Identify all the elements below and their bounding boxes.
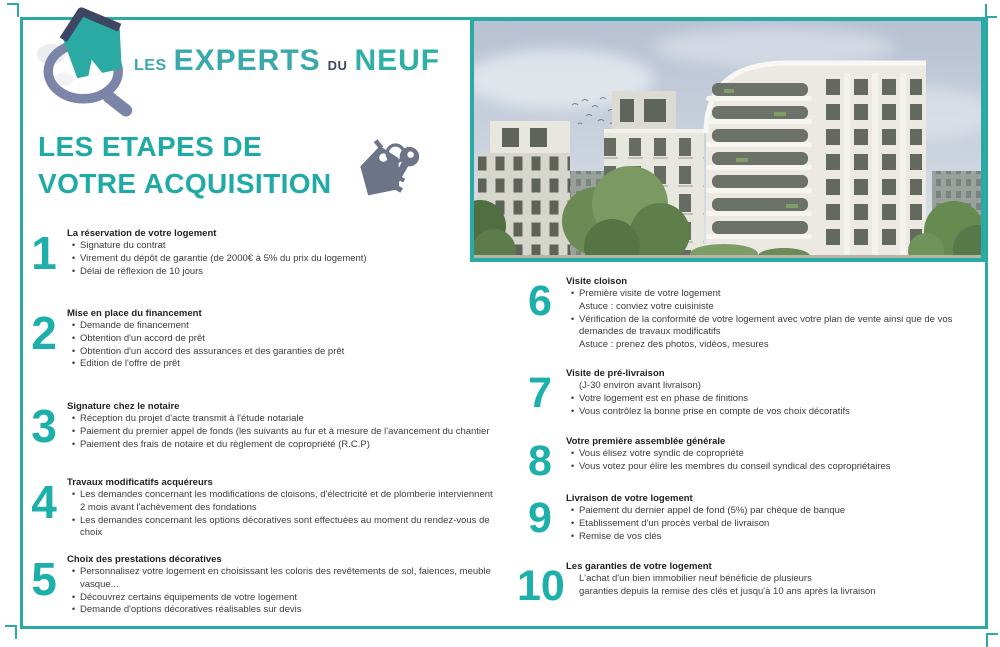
step-8-item-1: Vous élisez votre syndic de copropriété: [579, 448, 744, 459]
note-line: [566, 339, 983, 352]
bullet-item: [67, 426, 498, 439]
corner-mark-bottom-right: [986, 633, 998, 647]
bullet-dot: •: [570, 505, 575, 516]
bullet-item: [67, 515, 498, 541]
step-4: [24, 476, 498, 540]
step-2: [24, 307, 498, 371]
bullet-item: [566, 288, 983, 301]
bullet-dot: •: [71, 425, 76, 437]
bullet-item: [566, 393, 983, 406]
corner-mark-top-left: [7, 3, 19, 17]
bullet-item: [566, 531, 983, 544]
step-10-item-1: L'achat d'un bien immobilier neuf bénéficie de plusieurs: [579, 573, 812, 584]
step-7-number: 7: [528, 369, 552, 417]
step-5-item-2: Découvrez certains équipements de votre logement: [80, 591, 298, 603]
bullet-dot: •: [71, 566, 76, 577]
bullet-item: [67, 566, 498, 592]
bullet-item: [67, 333, 498, 346]
step-10-heading: Les garanties de votre logement: [566, 561, 712, 572]
bullet-dot: •: [570, 448, 575, 459]
bullet-item: [67, 439, 498, 452]
indent-spacer: [566, 301, 579, 314]
indent-spacer: [566, 573, 579, 586]
bullet-dot: •: [570, 460, 575, 472]
bullet-item: [67, 253, 498, 266]
step-4-number: 4: [31, 476, 57, 528]
step-1-number: 1: [31, 227, 57, 279]
bullet-dot: •: [71, 413, 76, 424]
step-9-number: 9: [528, 494, 552, 542]
logo-word-experts: EXPERTS: [173, 44, 321, 77]
step-6-item-3: Vérification de la conformité de votre logement avec votre plan de vente ainsi que de vos demandes de travaux modificatifs: [579, 313, 953, 338]
step-3-number: 3: [31, 400, 57, 452]
logo-word-neuf: NEUF: [354, 44, 441, 77]
bullet-item: [67, 358, 498, 371]
building-photo-illustration: [474, 21, 981, 258]
bullet-dot: •: [71, 345, 76, 357]
bullet-item: [67, 592, 498, 605]
bullet-dot: •: [71, 591, 76, 603]
step-2-number: 2: [31, 307, 57, 359]
step-6: [517, 275, 983, 352]
note-line: [566, 301, 983, 314]
house-keychain-keys-icon: [350, 133, 428, 209]
step-9-item-1: Paiement du dernier appel de fond (5%) par chèque de banque: [579, 505, 846, 516]
bullet-item: [67, 489, 498, 515]
step-5: [24, 553, 498, 617]
bullet-dot: •: [71, 489, 76, 500]
page-title-line1: LES ETAPES DE: [38, 131, 263, 162]
step-8-item-2: Vous votez pour élire les membres du conseil syndical des copropriétaires: [579, 460, 891, 472]
indent-spacer: [566, 586, 579, 599]
page-title-line2: VOTRE ACQUISITION: [38, 168, 332, 199]
bullet-dot: •: [71, 265, 76, 277]
step-4-heading: Travaux modificatifs acquéreurs: [67, 477, 213, 488]
step-6-item-1: Première visite de votre logement: [579, 288, 721, 299]
page-title: [38, 128, 332, 202]
bullet-item: [566, 314, 983, 340]
brand-logo: [134, 44, 440, 78]
corner-mark-top-right: [985, 4, 997, 18]
step-5-item-1: Personnalisez votre logement en choisissant les coloris des revêtements de sol, faiences, meuble vasque...: [80, 566, 491, 590]
step-4-item-2: Les demandes concernant les options décoratives sont effectuées au moment du rendez-vous de choix: [80, 514, 490, 539]
step-2-item-1: Demande de financement: [80, 320, 189, 331]
bullet-item: [67, 346, 498, 359]
step-7-item-3: Vous contrôlez la bonne prise en compte de vos choix décoratifs: [579, 405, 850, 417]
step-5-item-3: Demande d'options décoratives réalisables sur devis: [80, 604, 302, 616]
indent-spacer: [566, 339, 579, 352]
bullet-dot: •: [71, 514, 76, 526]
bullet-dot: •: [570, 517, 575, 529]
step-9: [517, 492, 983, 543]
step-2-item-3: Obtention d'un accord des assurances et des garanties de prêt: [80, 345, 345, 357]
step-1: [24, 227, 498, 278]
step-9-item-2: Etablissement d'un procès verbal de livraison: [579, 517, 770, 529]
bullet-dot: •: [71, 320, 76, 331]
bullet-item: [566, 461, 983, 474]
logo-word-les: LES: [134, 57, 167, 74]
step-5-heading: Choix des prestations décoratives: [67, 554, 222, 565]
step-6-number: 6: [528, 277, 552, 325]
step-7-heading: Visite de pré-livraison: [566, 368, 665, 379]
step-6-heading: Visite cloison: [566, 276, 628, 287]
bullet-dot: •: [71, 252, 76, 264]
bullet-item: [67, 240, 498, 253]
bullet-dot: •: [71, 438, 76, 450]
bullet-item: [67, 266, 498, 279]
step-9-item-3: Remise de vos clés: [579, 530, 662, 542]
step-7: [517, 367, 983, 418]
note-line: [566, 573, 983, 586]
bullet-dot: •: [570, 530, 575, 542]
bullet-dot: •: [570, 392, 575, 404]
bullet-item: [566, 518, 983, 531]
step-5-number: 5: [31, 553, 57, 605]
step-10: [517, 560, 983, 608]
logo-word-du: DU: [327, 58, 348, 73]
step-7-item-2: Votre logement est en phase de finitions: [579, 392, 749, 404]
step-8-heading: Votre première assemblée générale: [566, 436, 726, 447]
house-magnifier-icon: [36, 2, 140, 118]
bullet-dot: •: [570, 288, 575, 299]
step-3: [24, 400, 498, 451]
note-line: [566, 586, 983, 599]
step-4-item-1: Les demandes concernant les modifications de cloisons, d'électricité et de plomberie interviennent 2 mois avant l'achèvement des fondations: [80, 489, 493, 513]
step-6-item-2: Astuce : conviez votre cuisiniste: [579, 300, 714, 312]
bullet-item: [67, 604, 498, 617]
note-line: [566, 380, 983, 393]
step-10-item-2: garanties depuis la remise des clés et jusqu'à 10 ans après la livraison: [579, 585, 876, 597]
bullet-item: [566, 505, 983, 518]
indent-spacer: [566, 380, 579, 393]
step-3-item-3: Paiement des frais de notaire et du règlement de copropriété (R.C.P): [80, 438, 370, 450]
step-8: [517, 435, 983, 483]
bullet-dot: •: [71, 240, 76, 251]
bullet-dot: •: [570, 313, 575, 325]
step-10-number: 10: [517, 562, 565, 610]
bullet-item: [67, 413, 498, 426]
bullet-item: [566, 406, 983, 419]
bullet-dot: •: [71, 358, 76, 370]
step-3-item-1: Réception du projet d'acte transmit à l'étude notariale: [80, 413, 304, 424]
step-1-item-3: Délai de réflexion de 10 jours: [80, 265, 204, 277]
step-9-heading: Livraison de votre logement: [566, 493, 693, 504]
bullet-dot: •: [570, 405, 575, 417]
step-1-item-1: Signature du contrat: [80, 240, 166, 251]
step-2-heading: Mise en place du financement: [67, 308, 202, 319]
bullet-item: [566, 448, 983, 461]
bullet-dot: •: [71, 332, 76, 344]
bullet-dot: •: [71, 604, 76, 616]
step-3-item-2: Paiement du premier appel de fonds (les suivants au fur et à mesure de l'avancement du chantier: [80, 425, 490, 437]
step-1-item-2: Virement du dépôt de garantie (de 2000€ à 5% du prix du logement): [80, 252, 367, 264]
step-1-heading: La réservation de votre logement: [67, 228, 217, 239]
step-3-heading: Signature chez le notaire: [67, 401, 180, 412]
step-7-item-1: (J-30 environ avant livraison): [579, 380, 701, 391]
building-photo: [470, 17, 985, 262]
step-2-item-4: Edition de l'offre de prêt: [80, 358, 180, 370]
step-2-item-2: Obtention d'un accord de prêt: [80, 332, 205, 344]
corner-mark-bottom-left: [5, 625, 17, 639]
step-6-item-4: Astuce : prenez des photos, vidéos, mesures: [579, 339, 769, 351]
step-8-number: 8: [528, 437, 552, 485]
bullet-item: [67, 320, 498, 333]
